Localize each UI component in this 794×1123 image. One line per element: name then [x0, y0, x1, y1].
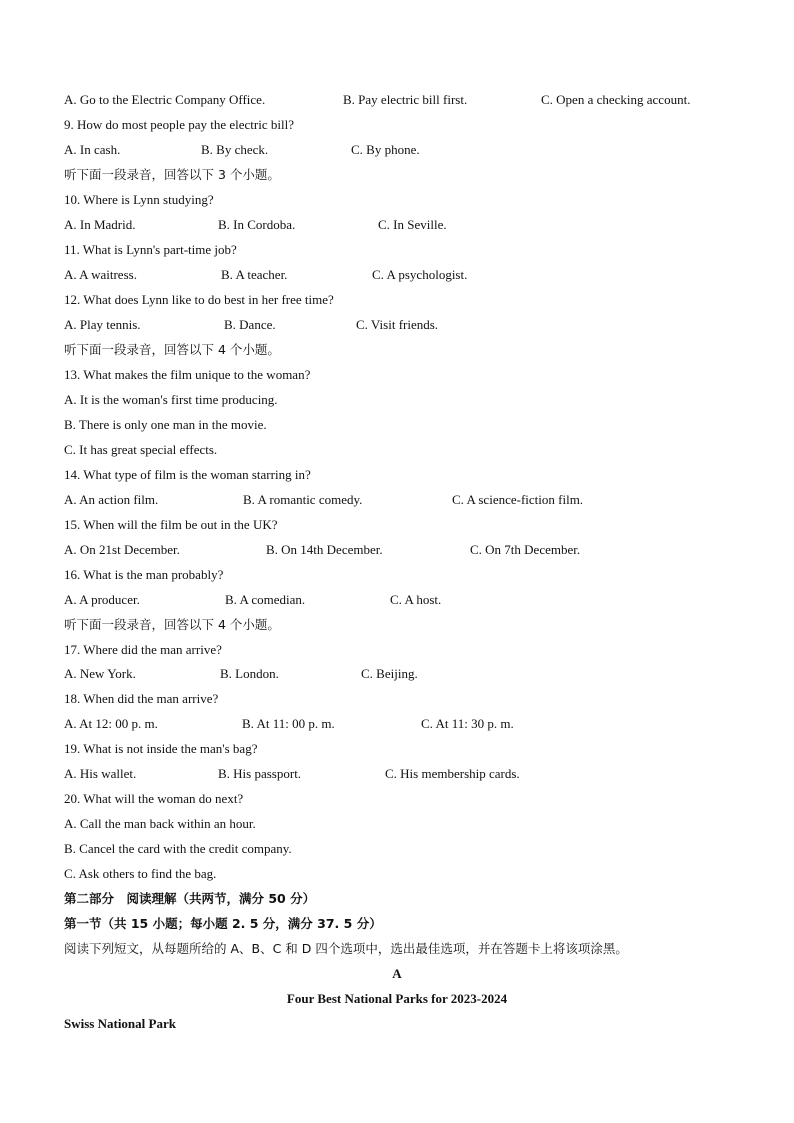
option-c: C. A host. [390, 592, 442, 607]
option-a: A. A producer. [64, 592, 140, 607]
option-c: C. His membership cards. [385, 766, 520, 781]
option-c: C. By phone. [351, 142, 420, 157]
option-b: B. Pay electric bill first. [343, 92, 468, 107]
question-20: 20. What will the woman do next? [64, 791, 244, 806]
section-instruction: 听下面一段录音，回答以下 3 个小题。 [64, 167, 280, 182]
option-b: B. His passport. [218, 766, 302, 781]
option-a: A. It is the woman's first time producing. [64, 392, 278, 407]
option-a: A. A waitress. [64, 267, 137, 282]
option-a: A. Go to the Electric Company Office. [64, 92, 266, 107]
question-10: 10. Where is Lynn studying? [64, 192, 214, 207]
question-16: 16. What is the man probably? [64, 567, 224, 582]
option-a: A. Play tennis. [64, 317, 141, 332]
option-b: B. By check. [201, 142, 269, 157]
reading-instruction: 阅读下列短文，从每题所给的 A、B、C 和 D 四个选项中，选出最佳选项，并在答题卡上将该项涂黑。 [64, 941, 628, 956]
option-c: C. It has great special effects. [64, 442, 218, 457]
question-19: 19. What is not inside the man's bag? [64, 741, 258, 756]
section-instruction: 听下面一段录音，回答以下 4 个小题。 [64, 617, 280, 632]
question-17: 17. Where did the man arrive? [64, 642, 222, 657]
option-c: C. Open a checking account. [541, 92, 691, 107]
option-b: B. In Cordoba. [218, 217, 296, 232]
question-15: 15. When will the film be out in the UK? [64, 517, 278, 532]
option-c: C. In Seville. [378, 217, 447, 232]
option-c: C. At 11: 30 p. m. [421, 716, 514, 731]
option-b: B. London. [220, 666, 279, 681]
option-b: B. On 14th December. [266, 542, 383, 557]
option-a: A. An action film. [64, 492, 159, 507]
option-a: A. In cash. [64, 142, 121, 157]
section-instruction: 听下面一段录音，回答以下 4 个小题。 [64, 342, 280, 357]
option-a: A. On 21st December. [64, 542, 180, 557]
option-a: A. New York. [64, 666, 136, 681]
option-c: C. A psychologist. [372, 267, 468, 282]
option-a: A. In Madrid. [64, 217, 136, 232]
option-b: B. Dance. [224, 317, 276, 332]
option-a: A. Call the man back within an hour. [64, 816, 256, 831]
option-b: B. A comedian. [225, 592, 306, 607]
option-c: C. A science-fiction film. [452, 492, 584, 507]
part-heading: 第二部分 阅读理解（共两节，满分 50 分） [64, 891, 316, 906]
option-c: C. Visit friends. [356, 317, 439, 332]
question-14: 14. What type of film is the woman starring in? [64, 467, 311, 482]
passage-subheading: Swiss National Park [64, 1016, 176, 1031]
option-b: B. A romantic comedy. [243, 492, 363, 507]
option-b: B. At 11: 00 p. m. [242, 716, 335, 731]
option-c: C. On 7th December. [470, 542, 581, 557]
question-11: 11. What is Lynn's part-time job? [64, 242, 237, 257]
section-heading: 第一节（共 15 小题；每小题 2. 5 分，满分 37. 5 分） [64, 916, 382, 931]
question-12: 12. What does Lynn like to do best in her free time? [64, 292, 334, 307]
option-c: C. Ask others to find the bag. [64, 866, 217, 881]
question-9: 9. How do most people pay the electric bill? [64, 117, 294, 132]
option-a: A. His wallet. [64, 766, 137, 781]
question-18: 18. When did the man arrive? [64, 691, 219, 706]
option-c: C. Beijing. [361, 666, 418, 681]
passage-title: Four Best National Parks for 2023-2024 [286, 991, 508, 1006]
option-b: B. There is only one man in the movie. [64, 417, 267, 432]
option-a: A. At 12: 00 p. m. [64, 716, 158, 731]
option-b: B. A teacher. [221, 267, 288, 282]
question-13: 13. What makes the film unique to the woman? [64, 367, 311, 382]
passage-letter: A [392, 966, 402, 981]
option-b: B. Cancel the card with the credit company. [64, 841, 292, 856]
